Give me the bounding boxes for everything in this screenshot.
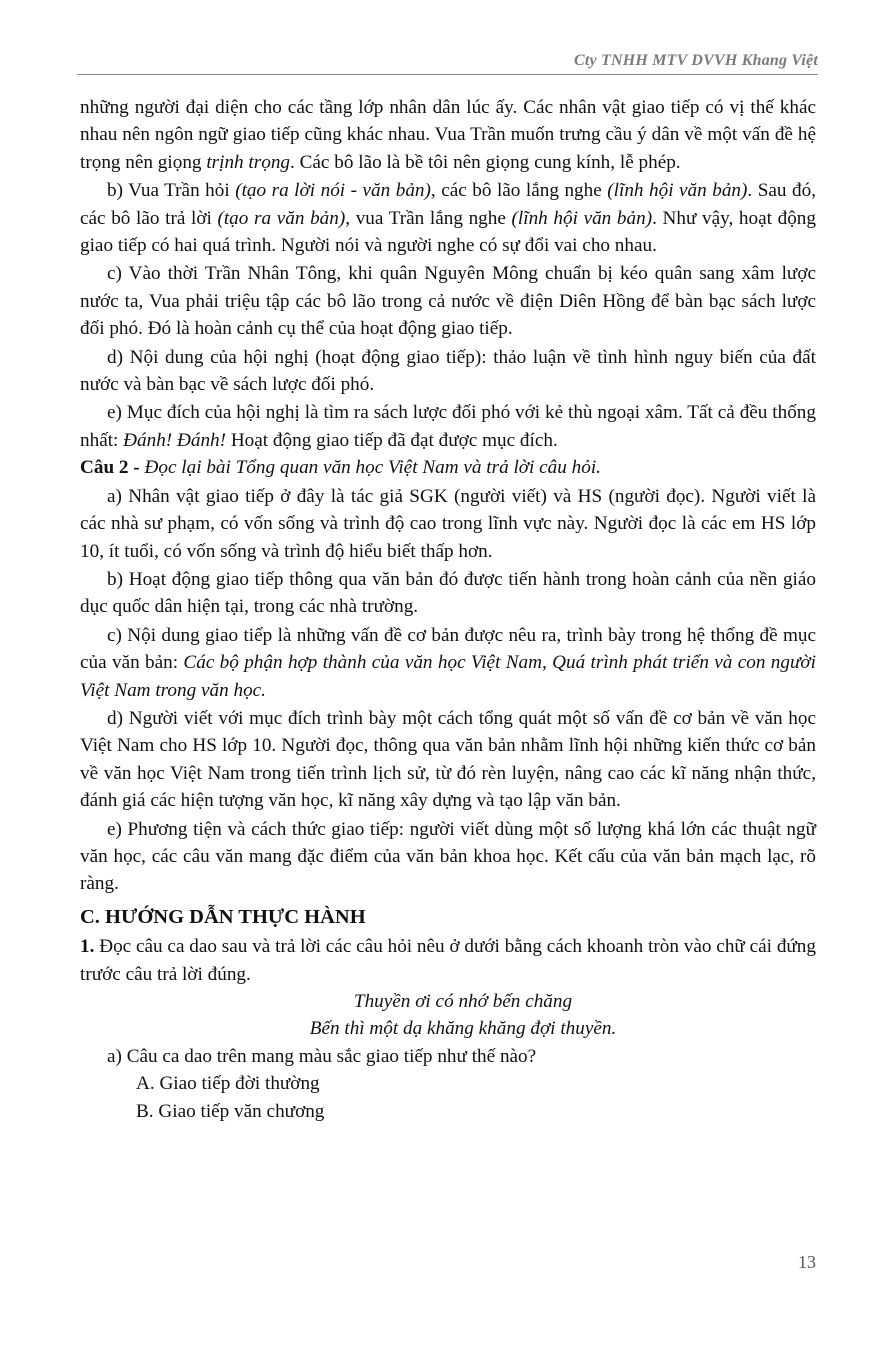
text: e) Mục đích của hội nghị là tìm ra sách lược đối phó với kẻ thù ngoại xâm. Tất cả đều thống nhất: — [80, 402, 816, 451]
question-2-heading — [80, 454, 816, 481]
text: . Các bô lão là bề tôi nên giọng cung kính, lễ phép. — [290, 151, 681, 173]
italic-text: (tạo ra văn bản) — [217, 207, 346, 229]
answer-2a: a) Nhân vật giao tiếp ở đây là tác giả SGK (người viết) và HS (người đọc). Người viết là các nhà sư phạm, có vốn sống và trình độ cao trong lĩnh vực này. Người đọc là các em HS lớp 10, ít tuổi, có vốn sống và trình độ hiểu biết thấp hơn. — [80, 485, 816, 562]
text: những người đại diện cho các tầng lớp nhân dân lúc ấy. Các nhân vật giao tiếp có vị thế khác nhau nên ngôn ngữ giao tiếp cũng khác nhau. Vua Trần muốn trưng cầu ý dân về một vấn đề hệ trọng nên giọng — [80, 97, 816, 173]
paragraph-d: d) Nội dung của hội nghị (hoạt động giao tiếp): thảo luận về tình hình nguy biến của đất nước và bàn bạc về sách lược đối phó. — [80, 346, 816, 396]
poem-line-2: Bến thì một dạ khăng khăng đợi thuyền. — [309, 1018, 617, 1040]
italic-text: (tạo ra lời nói - văn bản) — [235, 180, 431, 202]
paragraph-continued — [80, 94, 816, 176]
italic-text: Các bộ phận hợp thành của văn học Việt Nam, Quá trình phát triển và con người Việt Nam trong văn học. — [80, 652, 816, 701]
question-prompt: Đọc lại bài Tổng quan văn học Việt Nam và trả lời câu hỏi. — [139, 457, 601, 479]
exercise-1 — [80, 933, 816, 988]
text: . Sau đó, các bô lão trả lời — [80, 180, 816, 229]
paragraph-e — [80, 399, 816, 454]
text: . Như vậy, hoạt động giao tiếp có hai quá trình. Người nói và người nghe có sự đổi vai cho nhau. — [80, 207, 816, 257]
option-b: B. Giao tiếp văn chương — [136, 1100, 325, 1122]
paragraph-b — [80, 177, 816, 259]
question-label: Câu 2 - — [80, 457, 140, 479]
answer-2c — [80, 622, 816, 704]
section-heading: C. HƯỚNG DẪN THỰC HÀNH — [80, 905, 366, 928]
paragraph-c: c) Vào thời Trần Nhân Tông, khi quân Nguyên Mông chuẩn bị kéo quân sang xâm lược nước ta, Vua phải triệu tập các bô lão trong cả nước về điện Diên Hồng để bàn bạc sách lược đối phó. Đó là hoàn cảnh cụ thể của hoạt động giao tiếp. — [80, 263, 816, 340]
text: Hoạt động giao tiếp đã đạt được mục đích. — [226, 429, 558, 451]
poem-line-1: Thuyền ơi có nhớ bến chăng — [353, 991, 573, 1012]
exercise-text: Đọc câu ca dao sau và trả lời các câu hỏi nêu ở dưới bằng cách khoanh tròn vào chữ cái đứng trước câu trả lời đúng. — [80, 936, 816, 985]
text: c) Nội dung giao tiếp là những vấn đề cơ bản được nêu ra, trình bày trong hệ thống đề mục của văn bản: — [80, 624, 816, 674]
italic-text: trịnh trọng — [206, 151, 291, 173]
text: , vua Trần lắng nghe — [345, 207, 512, 229]
exercise-number: 1. — [80, 936, 95, 958]
answer-2e: e) Phương tiện và cách thức giao tiếp: người viết dùng một số lượng khá lớn các thuật ngữ văn học, các câu văn mang đặc điểm của văn bản khoa học. Kết cấu của văn bản mạch lạc, rõ ràng. — [80, 818, 816, 895]
answer-2b: b) Hoạt động giao tiếp thông qua văn bản đó được tiến hành trong hoàn cảnh của nền giáo dục quốc dân hiện tại, trong các nhà trường. — [80, 568, 816, 618]
page-content — [80, 94, 816, 1125]
answer-2d: d) Người viết với mục đích trình bày một cách tổng quát một số vấn đề cơ bản về văn học Việt Nam cho HS lớp 10. Người đọc, thông qua văn bản nhằm lĩnh hội những kiến thức cơ bản về văn học Việt Nam trong tiến trình lịch sử, từ đó rèn luyện, nâng cao các kĩ năng nhận thức, đánh giá các hiện tượng văn học, kĩ năng xây dựng và tạo lập văn bản. — [80, 707, 816, 812]
running-header — [77, 52, 818, 75]
italic-text: (lĩnh hội văn bản) — [511, 207, 653, 229]
sub-question-a: a) Câu ca dao trên mang màu sắc giao tiếp như thế nào? — [107, 1045, 537, 1067]
text: b) Vua Trần hỏi — [107, 180, 236, 202]
option-a: A. Giao tiếp đời thường — [136, 1073, 320, 1095]
page-number: 13 — [798, 1252, 816, 1272]
italic-text: (lĩnh hội văn bản) — [607, 180, 748, 202]
italic-text: Đánh! Đánh! — [123, 429, 227, 451]
text: , các bô lão lắng nghe — [430, 180, 608, 202]
publisher-name: Cty TNHH MTV DVVH Khang Việt — [573, 52, 818, 69]
